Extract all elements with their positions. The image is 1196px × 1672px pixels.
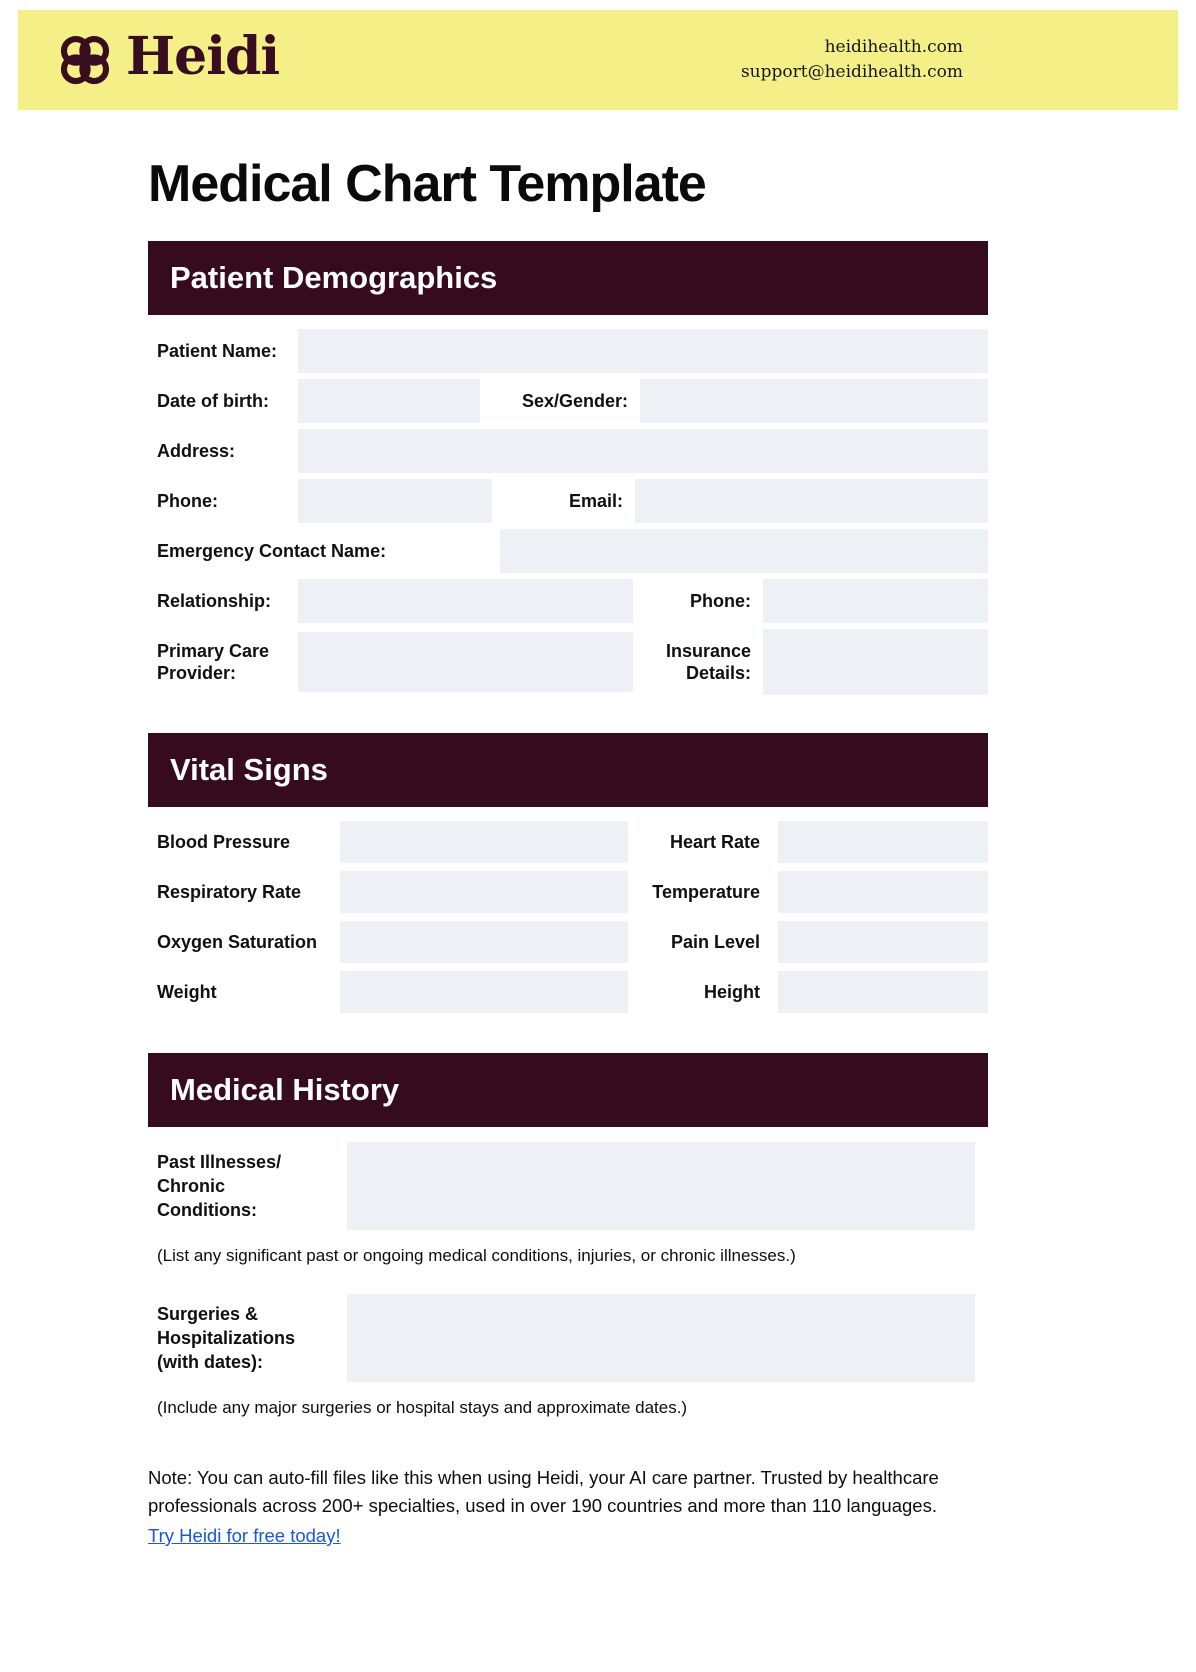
surgeries-label: Surgeries & Hospitalizations (with dates): — [157, 1303, 296, 1373]
patient-name-label: Patient Name: — [157, 340, 278, 361]
section-title-vitals: Vital Signs — [170, 752, 328, 788]
row-pcp-insurance — [148, 629, 988, 695]
footer — [148, 1464, 988, 1547]
heidi-logo-icon — [57, 32, 113, 88]
past-illnesses-note: (List any significant past or ongoing medical conditions, injuries, or chronic illnesses.) — [157, 1246, 796, 1266]
email-field[interactable] — [635, 479, 988, 523]
section-title-demographics: Patient Demographics — [170, 260, 498, 296]
sex-gender-label: Sex/Gender: — [521, 390, 628, 411]
row-spo2-pain — [148, 921, 988, 963]
date-of-birth-field[interactable] — [298, 379, 480, 423]
relationship-label: Relationship: — [157, 590, 272, 611]
sex-gender-field[interactable] — [640, 379, 988, 423]
pain-level-label: Pain Level — [670, 931, 760, 952]
oxygen-saturation-label: Oxygen Saturation — [157, 931, 318, 952]
date-of-birth-label: Date of birth: — [157, 390, 269, 411]
row-address — [148, 429, 988, 473]
vitals-form — [148, 821, 988, 1013]
page-title: Medical Chart Template — [148, 155, 706, 213]
row-dob-gender — [148, 379, 988, 423]
section-title-history: Medical History — [170, 1072, 400, 1108]
row-patient-name — [148, 329, 988, 373]
document-body — [148, 156, 988, 1547]
email-label: Email: — [568, 490, 623, 511]
phone-2-label: Phone: — [690, 590, 751, 611]
insurance-details-field[interactable] — [763, 629, 988, 695]
past-illnesses-field[interactable] — [347, 1142, 975, 1230]
patient-name-field[interactable] — [298, 329, 988, 373]
temperature-field[interactable] — [778, 871, 988, 913]
row-surgeries — [148, 1294, 988, 1382]
brand-name: Heidi — [126, 26, 280, 87]
primary-care-provider-field[interactable] — [298, 632, 633, 692]
row-emergency-contact — [148, 529, 988, 573]
row-bp-hr — [148, 821, 988, 863]
temperature-label: Temperature — [652, 881, 760, 902]
surgeries-field[interactable] — [347, 1294, 975, 1382]
row-rr-temp — [148, 871, 988, 913]
blood-pressure-field[interactable] — [340, 821, 628, 863]
header-support-email: support@heidihealth.com — [740, 62, 963, 82]
brand-header — [18, 10, 1178, 110]
primary-care-provider-label: Primary Care Provider: — [157, 640, 270, 684]
weight-label: Weight — [157, 981, 217, 1002]
weight-field[interactable] — [340, 971, 628, 1013]
try-heidi-link[interactable]: Try Heidi for free today! — [148, 1525, 341, 1547]
phone-field[interactable] — [298, 479, 492, 523]
history-form — [148, 1142, 988, 1420]
surgeries-note: (Include any major surgeries or hospital stays and approximate dates.) — [157, 1397, 688, 1417]
relationship-field[interactable] — [298, 579, 633, 623]
row-relationship-phone — [148, 579, 988, 623]
row-past-illnesses — [148, 1142, 988, 1230]
demographics-form — [148, 329, 988, 695]
section-header-medical-history — [148, 1053, 988, 1127]
address-label: Address: — [157, 440, 236, 461]
respiratory-rate-field[interactable] — [340, 871, 628, 913]
footer-note: Note: You can auto-fill files like this when using Heidi, your AI care partner. Trusted by healthcare professionals across 200+ specialties, used in over 190 countries and more than 110 languages. — [148, 1466, 939, 1517]
phone-2-field[interactable] — [763, 579, 988, 623]
blood-pressure-label: Blood Pressure — [157, 831, 291, 852]
respiratory-rate-label: Respiratory Rate — [157, 881, 302, 902]
emergency-contact-name-field[interactable] — [500, 529, 988, 573]
header-contact-block — [741, 35, 963, 86]
header-website: heidihealth.com — [824, 36, 963, 57]
heart-rate-field[interactable] — [778, 821, 988, 863]
heart-rate-label: Heart Rate — [669, 831, 760, 852]
past-illnesses-label: Past Illnesses/ Chronic Conditions: — [157, 1151, 282, 1221]
height-field[interactable] — [778, 971, 988, 1013]
section-header-patient-demographics — [148, 241, 988, 315]
height-label: Height — [704, 981, 760, 1002]
emergency-contact-name-label: Emergency Contact Name: — [157, 540, 387, 561]
brand-lockup — [57, 26, 280, 89]
pain-level-field[interactable] — [778, 921, 988, 963]
insurance-details-label: Insurance Details: — [665, 640, 751, 684]
row-weight-height — [148, 971, 988, 1013]
section-header-vital-signs — [148, 733, 988, 807]
address-field[interactable] — [298, 429, 988, 473]
oxygen-saturation-field[interactable] — [340, 921, 628, 963]
phone-label: Phone: — [157, 490, 218, 511]
row-phone-email — [148, 479, 988, 523]
